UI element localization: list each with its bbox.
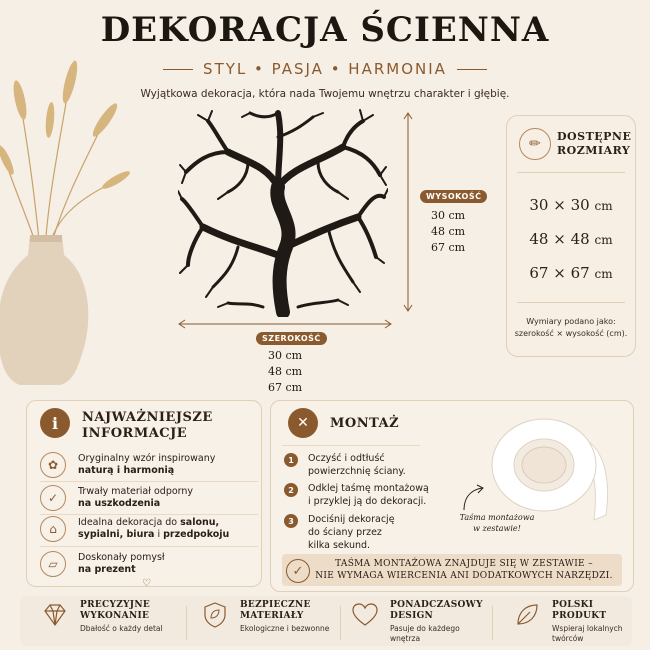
vase-with-grass-image [0, 60, 130, 390]
size-option [507, 264, 635, 282]
divider [282, 445, 420, 446]
step-line: do ściany przez [308, 527, 382, 538]
feature-title: MATERIAŁY [240, 611, 304, 621]
height-value: 30 cm [430, 209, 466, 222]
size-option [507, 230, 635, 248]
info-text: Idealna dekoracja do [78, 517, 181, 528]
step-number: 3 [284, 514, 298, 528]
info-item-text [78, 552, 165, 576]
step-line: Oczyść i odtłuść [308, 453, 385, 464]
height-value: 48 cm [430, 225, 466, 238]
info-item-text [78, 517, 229, 541]
size-width: 30 [529, 196, 549, 214]
diamond-icon [40, 600, 70, 630]
shield-leaf-icon [200, 600, 230, 630]
feature-title: PRODUKT [552, 611, 607, 621]
height-badge: WYSOKOŚĆ [420, 190, 487, 203]
step-line: Dociśnij dekorację [308, 514, 395, 525]
info-item [40, 516, 260, 542]
feature-title: BEZPIECZNE [240, 600, 311, 610]
montaz-step [284, 482, 454, 508]
sizes-card [506, 115, 636, 357]
feature-desc: Dbałość o każdy detal [80, 624, 163, 633]
size-height: 67 [570, 264, 590, 282]
height-value: 67 cm [430, 241, 466, 254]
check-icon: ✓ [286, 559, 310, 583]
step-text [308, 452, 406, 478]
leaf-icon: ✿ [40, 452, 66, 478]
height-arrow-icon [402, 112, 414, 312]
info-item [40, 452, 260, 478]
feature-title: DESIGN [390, 611, 434, 621]
feature-title: WYKONANIE [80, 611, 150, 621]
info-bold: na uszkodzenia [78, 498, 161, 509]
feature-text [240, 600, 329, 634]
info-text: i [154, 529, 164, 540]
feature-desc: Wspieraj lokalnych [552, 624, 623, 633]
pointer-arrow-icon [460, 484, 486, 512]
divider [457, 69, 487, 70]
page-title: DEKORACJA ŚCIENNA [100, 10, 550, 50]
width-value: 67 cm [267, 381, 303, 394]
divider [186, 606, 187, 640]
width-value: 48 cm [267, 365, 303, 378]
divider [517, 172, 625, 173]
montaz-title: MONTAŻ [330, 416, 400, 431]
feature-item [200, 600, 335, 644]
info-icon: i [40, 408, 70, 438]
feature-text [552, 600, 623, 644]
feature-desc: Pasuje do każdego wnętrza [390, 624, 460, 643]
sizes-title-line: ROZMIARY [557, 144, 631, 157]
info-text: Trwały materiał odporny [78, 486, 194, 497]
info-text: Doskonały pomysł [78, 552, 165, 563]
feature-text [390, 600, 490, 644]
feature-item [350, 600, 490, 644]
info-title [82, 410, 213, 442]
banner-text [314, 558, 614, 582]
info-bold: naturą i harmonią [78, 465, 175, 476]
times-sign: × [553, 264, 566, 282]
width-arrow-icon [178, 318, 392, 330]
subtitle: STYL • PASJA • HARMONIA [203, 60, 447, 78]
feature-desc: twórców [552, 634, 584, 643]
mounting-tape-image [486, 410, 616, 522]
size-width: 48 [529, 230, 549, 248]
tagline: Wyjątkowa dekoracja, która nada Twojemu wnętrzu charakter i głębię. [140, 88, 510, 100]
height-values [420, 208, 476, 256]
step-number: 2 [284, 483, 298, 497]
banner-line: NIE WYMAGA WIERCENIA ANI DODATKOWYCH NARZĘDZI. [315, 571, 613, 581]
info-title-line: INFORMACJE [82, 426, 188, 441]
heart-icon [350, 600, 380, 630]
times-sign: × [553, 196, 566, 214]
divider [340, 606, 341, 640]
size-height: 48 [570, 230, 590, 248]
feature-item [40, 600, 180, 644]
leaf-icon [512, 600, 542, 630]
info-bold: na prezent [78, 564, 136, 575]
step-line: Odklej taśmę montażową [308, 483, 429, 494]
ruler-icon: ✏ [519, 128, 551, 160]
tape-caption [452, 512, 542, 534]
step-text [308, 513, 395, 552]
caption-line: w zestawie! [473, 524, 521, 533]
info-title-line: NAJWAŻNIEJSZE [82, 410, 213, 425]
info-item-text [78, 486, 193, 510]
feature-title: PRECYZYJNE [80, 600, 151, 610]
feature-item [512, 600, 630, 644]
divider [40, 546, 258, 547]
width-value: 30 cm [267, 349, 303, 362]
width-badge: SZEROKOŚĆ [256, 332, 327, 345]
divider [163, 69, 193, 70]
info-bold: przedpokoju [163, 529, 230, 540]
caption-line: Taśma montażowa [459, 513, 535, 522]
montaz-step [284, 513, 454, 552]
info-text: Oryginalny wzór inspirowany [78, 453, 216, 464]
feature-desc: Ekologiczne i bezwonne [240, 624, 330, 633]
step-line: kilka sekund. [308, 540, 371, 551]
info-item [40, 551, 260, 577]
sizes-title-line: DOSTĘPNE [557, 130, 632, 143]
divider [40, 481, 258, 482]
info-bold: salonu, [180, 517, 220, 528]
divider [40, 514, 258, 515]
divider [492, 606, 493, 640]
info-item [40, 485, 260, 511]
width-values [256, 348, 314, 396]
size-unit: cm [594, 267, 613, 281]
feature-title: PONADCZASOWY [390, 600, 483, 610]
feature-text [80, 600, 163, 634]
gift-icon: ▱ [40, 551, 66, 577]
step-number: 1 [284, 453, 298, 467]
step-line: powierzchnię ściany. [308, 466, 406, 477]
sizes-note [513, 316, 629, 340]
size-unit: cm [594, 199, 613, 213]
step-line: i przyklej ją do dekoracji. [308, 496, 427, 507]
feature-title: POLSKI [552, 600, 594, 610]
shield-check-icon: ✓ [40, 485, 66, 511]
tree-decoration-image [178, 107, 388, 317]
banner-line: TAŚMA MONTAŻOWA ZNAJDUJE SIĘ W ZESTAWIE – [335, 559, 593, 569]
times-sign: × [553, 230, 566, 248]
sizes-card-title [557, 130, 632, 158]
divider [517, 302, 625, 303]
info-item-text [78, 453, 215, 477]
tools-icon: ✕ [288, 408, 318, 438]
size-height: 30 [570, 196, 590, 214]
montaz-step [284, 452, 454, 478]
size-unit: cm [594, 233, 613, 247]
note-line: Wymiary podano jako: [526, 317, 616, 326]
size-option [507, 196, 635, 214]
size-width: 67 [529, 264, 549, 282]
info-bold: sypialni, biura [78, 529, 155, 540]
step-text [308, 482, 429, 508]
note-line: szerokość × wysokość (cm). [514, 329, 628, 338]
heart-icon: ♡ [142, 578, 151, 589]
tape-included-banner [282, 554, 622, 586]
home-heart-icon: ⌂ [40, 516, 66, 542]
